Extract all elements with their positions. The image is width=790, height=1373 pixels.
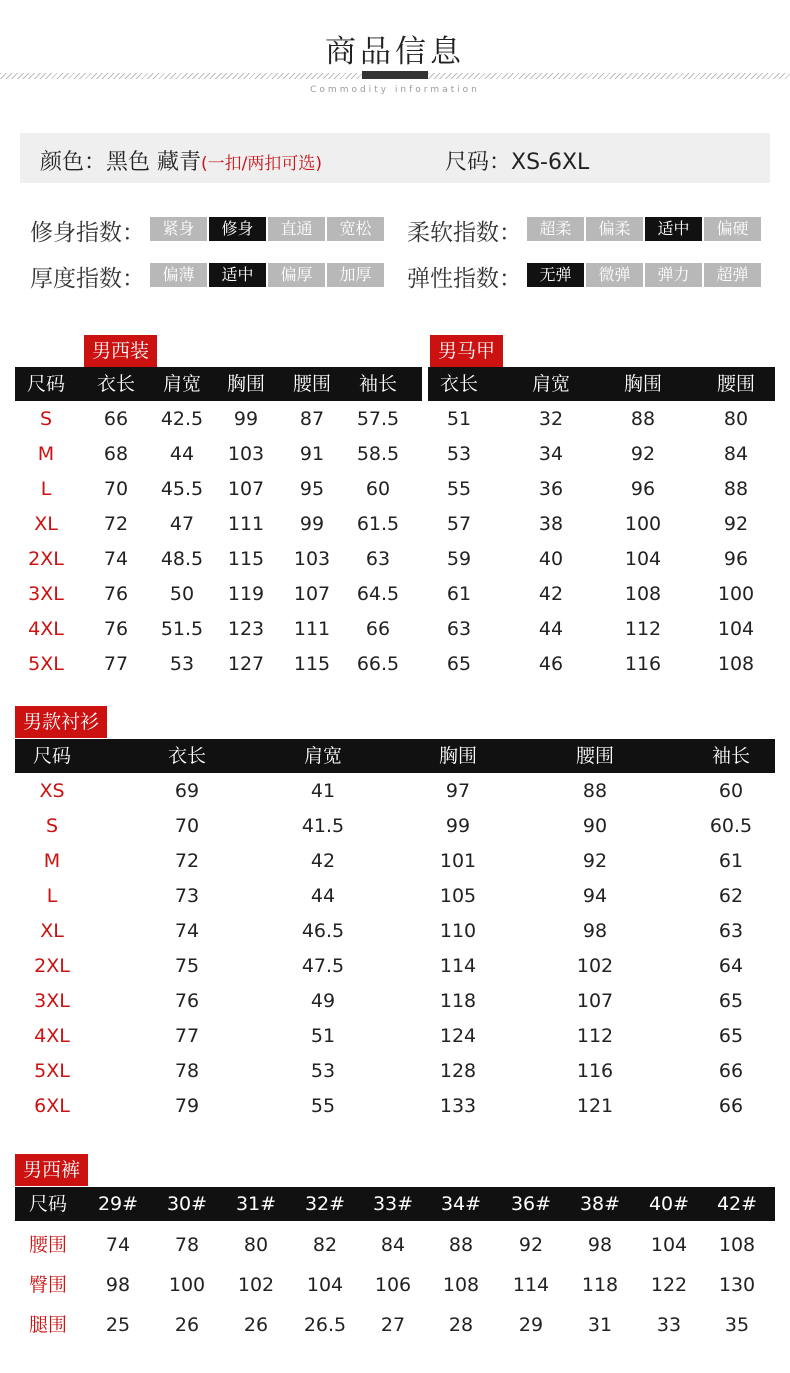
pants-table-cell: 92 <box>518 1234 544 1256</box>
suit-table-cell: 4XL <box>28 618 64 640</box>
shirt-table-cell: 78 <box>174 1060 200 1082</box>
shirt-header-cell: 衣长 <box>167 745 206 767</box>
suit-table-cell: 42.5 <box>160 408 204 430</box>
vest-table-cell: 63 <box>446 618 472 640</box>
shirt-table-cell: XL <box>40 920 64 942</box>
vest-table-cell: 84 <box>723 443 749 465</box>
suit-table-cell: 48.5 <box>160 548 204 570</box>
suit-table-cell: 5XL <box>28 653 64 675</box>
pants-table-cell: 98 <box>105 1274 131 1296</box>
color-label: 颜色：黑色 藏青 <box>40 150 201 175</box>
shirt-table-cell: XS <box>39 780 65 802</box>
index-label: 弹性指数： <box>407 266 522 292</box>
suit-table-cell: 95 <box>299 478 325 500</box>
shirt-table-cell: 5XL <box>34 1060 70 1082</box>
pants-table-cell: 27 <box>380 1314 406 1336</box>
suit-table-cell: 107 <box>293 583 331 605</box>
pants-table-cell: 118 <box>581 1274 619 1296</box>
suit-table-cell: 60 <box>365 478 391 500</box>
info-box <box>20 133 770 183</box>
index-option: 紧身 <box>150 217 207 241</box>
shirt-table-cell: 47.5 <box>301 955 345 977</box>
title-underline <box>362 71 428 79</box>
vest-header-cell: 肩宽 <box>531 373 570 395</box>
suit-table-cell: 64.5 <box>356 583 400 605</box>
pants-header-cell: 尺码 <box>28 1193 67 1215</box>
suit-header-cell: 衣长 <box>96 373 135 395</box>
pants-table-cell: 33 <box>656 1314 682 1336</box>
suit-table-cell: 66 <box>103 408 129 430</box>
pants-header-cell: 36# <box>510 1193 552 1215</box>
index-option: 微弹 <box>586 263 643 287</box>
shirt-table-cell: 61 <box>718 850 744 872</box>
shirt-table-cell: M <box>43 850 61 872</box>
shirt-table-cell: 2XL <box>34 955 70 977</box>
shirt-table-cell: 51 <box>310 1025 336 1047</box>
pants-table-cell: 26 <box>243 1314 269 1336</box>
suit-table-cell: 2XL <box>28 548 64 570</box>
shirt-table-cell: 60 <box>718 780 744 802</box>
shirt-table-cell: 114 <box>439 955 477 977</box>
vest-table-cell: 32 <box>538 408 564 430</box>
suit-table-cell: 47 <box>169 513 195 535</box>
suit-table-cell: 44 <box>169 443 195 465</box>
pants-header-cell: 33# <box>372 1193 414 1215</box>
shirt-table-cell: 41.5 <box>301 815 345 837</box>
shirt-table-cell: 118 <box>439 990 477 1012</box>
vest-tag: 男马甲 <box>430 335 503 367</box>
vest-table-cell: 59 <box>446 548 472 570</box>
suit-header-cell: 胸围 <box>226 373 265 395</box>
shirt-table-cell: 105 <box>439 885 477 907</box>
pants-table-cell: 78 <box>174 1234 200 1256</box>
shirt-table-cell: S <box>45 815 59 837</box>
shirt-table-cell: 66 <box>718 1060 744 1082</box>
shirt-table-cell: 70 <box>174 815 200 837</box>
shirt-table-cell: 74 <box>174 920 200 942</box>
suit-table-cell: 53 <box>169 653 195 675</box>
vest-table-cell: 112 <box>624 618 662 640</box>
pants-table-cell: 28 <box>448 1314 474 1336</box>
pants-table-cell: 80 <box>243 1234 269 1256</box>
suit-table-cell: 66 <box>365 618 391 640</box>
suit-table-cell: 99 <box>233 408 259 430</box>
vest-table-cell: 88 <box>723 478 749 500</box>
index-option: 偏薄 <box>150 263 207 287</box>
shirt-table-cell: L <box>46 885 58 907</box>
shirt-table-cell: 116 <box>576 1060 614 1082</box>
suit-table-cell: 74 <box>103 548 129 570</box>
index-option: 超弹 <box>704 263 761 287</box>
shirt-header-cell: 胸围 <box>438 745 477 767</box>
vest-table-cell: 53 <box>446 443 472 465</box>
index-option: 加厚 <box>327 263 384 287</box>
pants-header-cell: 29# <box>97 1193 139 1215</box>
pants-table-cell: 122 <box>650 1274 688 1296</box>
pants-table-cell: 88 <box>448 1234 474 1256</box>
pants-table-cell: 35 <box>724 1314 750 1336</box>
suit-header-cell: 袖长 <box>358 373 397 395</box>
pants-table-cell: 25 <box>105 1314 131 1336</box>
suit-table-cell: 103 <box>227 443 265 465</box>
shirt-table-cell: 92 <box>582 850 608 872</box>
shirt-table-cell: 65 <box>718 1025 744 1047</box>
vest-table-cell: 55 <box>446 478 472 500</box>
suit-table-cell: 66.5 <box>356 653 400 675</box>
suit-table-cell: 111 <box>293 618 331 640</box>
pants-table-cell: 104 <box>650 1234 688 1256</box>
vest-table-cell: 44 <box>538 618 564 640</box>
vest-table-cell: 42 <box>538 583 564 605</box>
shirt-table-cell: 102 <box>576 955 614 977</box>
suit-table-cell: 91 <box>299 443 325 465</box>
vest-table-cell: 96 <box>630 478 656 500</box>
shirt-table-cell: 62 <box>718 885 744 907</box>
suit-table-cell: 61.5 <box>356 513 400 535</box>
pants-table-cell: 104 <box>306 1274 344 1296</box>
pants-table-cell: 82 <box>312 1234 338 1256</box>
suit-table-cell: 115 <box>293 653 331 675</box>
shirt-table-cell: 101 <box>439 850 477 872</box>
vest-table-cell: 88 <box>630 408 656 430</box>
vest-table-cell: 36 <box>538 478 564 500</box>
suit-table-cell: 111 <box>227 513 265 535</box>
pants-table-cell: 108 <box>442 1274 480 1296</box>
pants-table-cell: 114 <box>512 1274 550 1296</box>
shirt-table-cell: 124 <box>439 1025 477 1047</box>
index-option-selected: 适中 <box>645 217 702 241</box>
shirt-header-cell: 腰围 <box>575 745 614 767</box>
shirt-table-cell: 53 <box>310 1060 336 1082</box>
vest-table-cell: 108 <box>624 583 662 605</box>
vest-table-cell: 96 <box>723 548 749 570</box>
vest-table-cell: 104 <box>624 548 662 570</box>
color-info <box>40 145 322 176</box>
index-option: 偏厚 <box>268 263 325 287</box>
vest-table-cell: 116 <box>624 653 662 675</box>
shirt-table-cell: 55 <box>310 1095 336 1117</box>
shirt-table-cell: 63 <box>718 920 744 942</box>
suit-table-cell: 45.5 <box>160 478 204 500</box>
suit-table-cell: 107 <box>227 478 265 500</box>
pants-table-cell: 腿围 <box>28 1314 67 1336</box>
index-option-selected: 无弹 <box>527 263 584 287</box>
page-title: 商品信息 <box>325 34 465 70</box>
pants-table-cell: 31 <box>587 1314 613 1336</box>
suit-table-cell: 123 <box>227 618 265 640</box>
vest-header-cell: 胸围 <box>623 373 662 395</box>
index-option: 超柔 <box>527 217 584 241</box>
suit-header-cell: 尺码 <box>26 373 65 395</box>
shirt-table-cell: 98 <box>582 920 608 942</box>
vest-header-cell: 腰围 <box>716 373 755 395</box>
pants-table-cell: 130 <box>718 1274 756 1296</box>
pants-table-cell: 98 <box>587 1234 613 1256</box>
title-hatch-left <box>0 73 362 79</box>
pants-header-cell: 34# <box>440 1193 482 1215</box>
vest-table-cell: 46 <box>538 653 564 675</box>
shirt-table-cell: 76 <box>174 990 200 1012</box>
shirt-table-cell: 49 <box>310 990 336 1012</box>
pants-table-cell: 腰围 <box>28 1234 67 1256</box>
pants-table-cell: 84 <box>380 1234 406 1256</box>
suit-table-cell: 76 <box>103 618 129 640</box>
vest-table-cell: 40 <box>538 548 564 570</box>
shirt-table-cell: 97 <box>445 780 471 802</box>
suit-table-cell: 99 <box>299 513 325 535</box>
suit-table-cell: 119 <box>227 583 265 605</box>
index-option: 偏硬 <box>704 217 761 241</box>
shirt-table-cell: 44 <box>310 885 336 907</box>
shirt-table-cell: 90 <box>582 815 608 837</box>
suit-table-cell: L <box>40 478 52 500</box>
index-option: 偏柔 <box>586 217 643 241</box>
suit-tag: 男西装 <box>84 335 157 367</box>
suit-table-cell: 51.5 <box>160 618 204 640</box>
suit-table-cell: M <box>37 443 55 465</box>
shirt-table-cell: 133 <box>439 1095 477 1117</box>
shirt-header-bar <box>15 739 775 773</box>
shirt-table-cell: 128 <box>439 1060 477 1082</box>
size-info: 尺码：XS-6XL <box>445 150 590 175</box>
suit-table-cell: 58.5 <box>356 443 400 465</box>
index-option: 宽松 <box>327 217 384 241</box>
pants-table-cell: 100 <box>168 1274 206 1296</box>
shirt-table-cell: 88 <box>582 780 608 802</box>
suit-table-cell: 77 <box>103 653 129 675</box>
shirt-table-cell: 42 <box>310 850 336 872</box>
vest-table-cell: 100 <box>624 513 662 535</box>
index-label: 厚度指数： <box>30 266 145 292</box>
shirt-table-cell: 73 <box>174 885 200 907</box>
index-option: 直通 <box>268 217 325 241</box>
suit-table-cell: S <box>39 408 53 430</box>
pants-table-cell: 74 <box>105 1234 131 1256</box>
title-hatch-right <box>428 73 790 79</box>
pants-table-cell: 26 <box>174 1314 200 1336</box>
suit-table-cell: 63 <box>365 548 391 570</box>
vest-table-cell: 80 <box>723 408 749 430</box>
pants-table-cell: 29 <box>518 1314 544 1336</box>
suit-table-cell: 76 <box>103 583 129 605</box>
suit-table-cell: 50 <box>169 583 195 605</box>
vest-table-cell: 92 <box>630 443 656 465</box>
shirt-table-cell: 64 <box>718 955 744 977</box>
shirt-table-cell: 6XL <box>34 1095 70 1117</box>
shirt-header-cell: 肩宽 <box>303 745 342 767</box>
index-option: 弹力 <box>645 263 702 287</box>
shirt-table-cell: 121 <box>576 1095 614 1117</box>
pants-tag: 男西裤 <box>15 1154 88 1186</box>
pants-table-cell: 102 <box>237 1274 275 1296</box>
shirt-header-cell: 尺码 <box>32 745 71 767</box>
pants-header-cell: 31# <box>235 1193 277 1215</box>
suit-table-cell: XL <box>34 513 58 535</box>
suit-table-cell: 115 <box>227 548 265 570</box>
pants-header-cell: 38# <box>579 1193 621 1215</box>
suit-table-cell: 3XL <box>28 583 64 605</box>
shirt-table-cell: 46.5 <box>301 920 345 942</box>
vest-header-cell: 衣长 <box>439 373 478 395</box>
suit-table-cell: 103 <box>293 548 331 570</box>
vest-table-cell: 57 <box>446 513 472 535</box>
shirt-table-cell: 4XL <box>34 1025 70 1047</box>
shirt-header-cell: 袖长 <box>711 745 750 767</box>
shirt-table-cell: 110 <box>439 920 477 942</box>
pants-table-cell: 106 <box>374 1274 412 1296</box>
vest-table-cell: 61 <box>446 583 472 605</box>
suit-table-cell: 127 <box>227 653 265 675</box>
suit-table-cell: 68 <box>103 443 129 465</box>
shirt-table-cell: 77 <box>174 1025 200 1047</box>
vest-table-cell: 34 <box>538 443 564 465</box>
shirt-table-cell: 69 <box>174 780 200 802</box>
suit-table-cell: 87 <box>299 408 325 430</box>
shirt-table-cell: 94 <box>582 885 608 907</box>
page-subtitle: Commodity information <box>310 85 480 95</box>
vest-table-cell: 100 <box>717 583 755 605</box>
shirt-table-cell: 60.5 <box>709 815 753 837</box>
shirt-table-cell: 3XL <box>34 990 70 1012</box>
vest-table-cell: 108 <box>717 653 755 675</box>
color-note: (一扣/两扣可选) <box>201 154 322 174</box>
shirt-tag: 男款衬衫 <box>15 706 107 738</box>
shirt-table-cell: 107 <box>576 990 614 1012</box>
pants-header-cell: 30# <box>166 1193 208 1215</box>
shirt-table-cell: 99 <box>445 815 471 837</box>
suit-table-cell: 72 <box>103 513 129 535</box>
index-label: 柔软指数： <box>407 220 522 246</box>
pants-table-cell: 108 <box>718 1234 756 1256</box>
index-option-selected: 修身 <box>209 217 266 241</box>
shirt-table-cell: 41 <box>310 780 336 802</box>
pants-table-cell: 26.5 <box>303 1314 347 1336</box>
suit-table-cell: 70 <box>103 478 129 500</box>
vest-table-cell: 65 <box>446 653 472 675</box>
vest-table-cell: 92 <box>723 513 749 535</box>
pants-header-cell: 32# <box>304 1193 346 1215</box>
shirt-table-cell: 72 <box>174 850 200 872</box>
suit-header-cell: 肩宽 <box>162 373 201 395</box>
suit-header-cell: 腰围 <box>292 373 331 395</box>
vest-table-cell: 38 <box>538 513 564 535</box>
pants-table-cell: 臀围 <box>28 1274 67 1296</box>
pants-header-cell: 40# <box>648 1193 690 1215</box>
suit-table-cell: 57.5 <box>356 408 400 430</box>
shirt-table-cell: 112 <box>576 1025 614 1047</box>
pants-header-cell: 42# <box>716 1193 758 1215</box>
shirt-table-cell: 79 <box>174 1095 200 1117</box>
index-label: 修身指数： <box>30 220 145 246</box>
vest-table-cell: 51 <box>446 408 472 430</box>
vest-table-cell: 104 <box>717 618 755 640</box>
shirt-table-cell: 66 <box>718 1095 744 1117</box>
shirt-table-cell: 65 <box>718 990 744 1012</box>
shirt-table-cell: 75 <box>174 955 200 977</box>
index-option-selected: 适中 <box>209 263 266 287</box>
